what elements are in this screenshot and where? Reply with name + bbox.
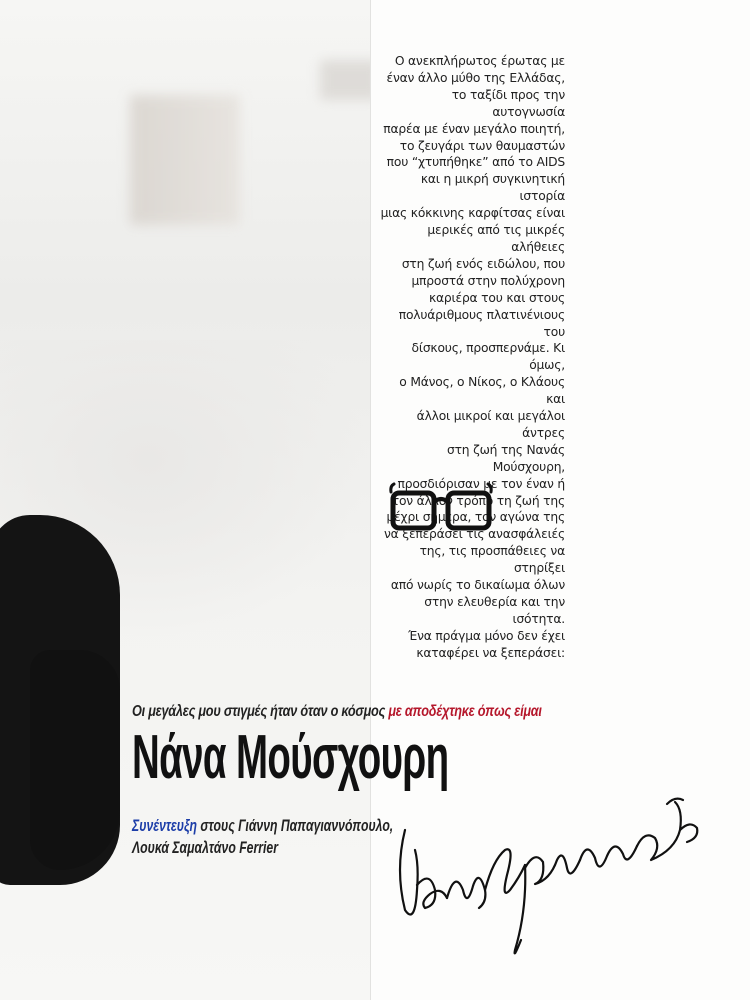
intro-line: δίσκους, προσπερνάμε. Κι όμως, <box>411 341 565 373</box>
intro-paragraph <box>380 53 565 662</box>
blurred-building-far <box>320 60 370 100</box>
intro-line: καριέρα του και στους <box>428 290 565 305</box>
intro-line: και η μικρή συγκινητική ιστορία <box>420 172 565 204</box>
intro-line: της, τις προσπάθειες να στηρίξει <box>419 544 565 576</box>
intro-line: στην ελευθερία και την ισότητα. <box>424 595 565 626</box>
intro-line: να ξεπεράσει τις ανασφάλειές <box>384 527 565 542</box>
tagline-text: Οι μεγάλες μου στιγμές ήταν όταν ο κόσμος <box>132 703 389 720</box>
intro-line: πολυάριθμους πλατινένιους του <box>398 307 565 339</box>
intro-line: άλλοι μικροί και μεγάλοι άντρες <box>416 409 565 440</box>
intro-line: προσδιόρισαν με τον έναν ή <box>397 476 565 491</box>
dark-figure-lower <box>30 650 120 870</box>
intro-line: ο Μάνος, ο Νίκος, ο Κλάους και <box>399 375 565 407</box>
blurred-building <box>130 95 240 225</box>
credit-label: Συνέντευξη <box>132 816 198 835</box>
tagline <box>132 703 542 721</box>
glasses-icon <box>388 478 494 536</box>
intro-line: μιας κόκκινης καρφίτσας είναι <box>380 206 565 221</box>
intro-line: μέχρι σήμερα, τον αγώνα της <box>386 510 565 525</box>
intro-line: παρέα με έναν μεγάλο ποιητή, <box>383 121 565 136</box>
credit-authors-2: Λουκά Σαμαλτάνο Ferrier <box>132 838 278 857</box>
intro-line: Ένα πράγμα μόνο δεν έχει <box>408 628 565 643</box>
intro-line: μερικές από τις μικρές αλήθειες <box>427 223 565 254</box>
intro-line: Ο ανεκπλήρωτος έρωτας με <box>394 54 565 68</box>
intro-line: καταφέρει να ξεπεράσει: <box>416 645 565 660</box>
intro-line: που “χτυπήθηκε” από το AIDS <box>386 155 565 170</box>
tagline-highlight: με αποδέχτηκε όπως είμαι <box>388 703 542 720</box>
intro-line: μπροστά στην πολύχρονη <box>411 273 565 288</box>
signature-graphic <box>375 790 725 960</box>
intro-line: στη ζωή ενός ειδώλου, που <box>401 256 565 271</box>
intro-line: στη ζωή της Νανάς Μούσχουρη, <box>446 442 565 474</box>
intro-line: το ζευγάρι των θαυμαστών <box>399 138 565 153</box>
intro-line: το ταξίδι προς την αυτογνωσία <box>451 87 565 119</box>
interview-credit <box>132 815 393 859</box>
credit-authors-1: στους Γιάννη Παπαγιαννόπουλο, <box>197 816 394 835</box>
intro-line: τον άλλον τρόπο τη ζωή της <box>391 493 565 508</box>
intro-line: από νωρίς το δικαίωμα όλων <box>390 578 565 593</box>
page-title: Νάνα Μούσχουρη <box>132 723 449 792</box>
intro-line: έναν άλλο μύθο της Ελλάδας, <box>386 70 565 85</box>
